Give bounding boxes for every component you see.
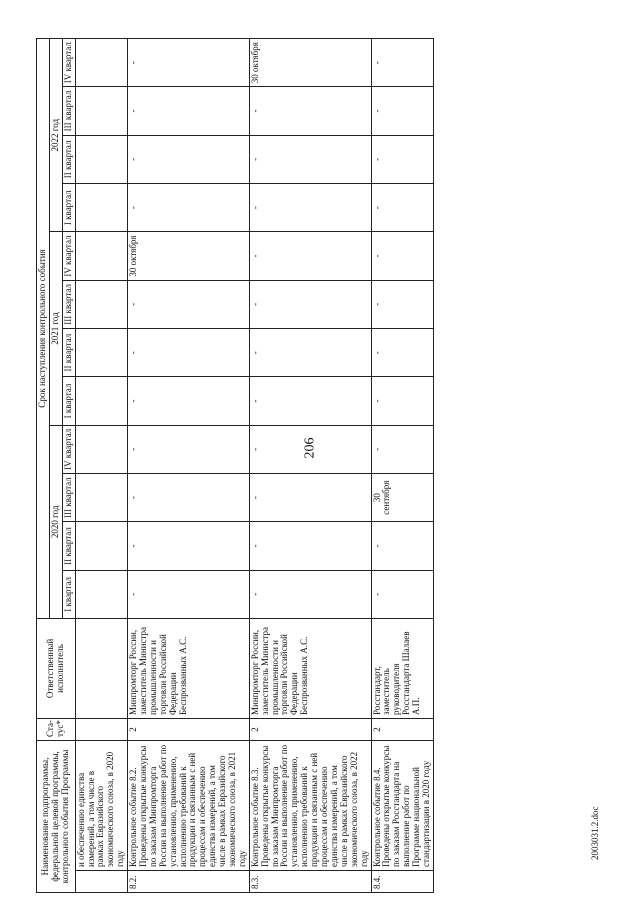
row-quarter-cell: [75, 425, 127, 473]
table-row: [249, 39, 371, 893]
row-quarter-cell: -: [371, 135, 433, 183]
header-quarter: II квартал: [62, 135, 75, 183]
row-quarter-cell: -: [249, 184, 371, 232]
table-row: [371, 39, 433, 893]
row-quarter-cell: [75, 232, 127, 280]
page-number: 206: [302, 437, 318, 459]
row-quarter-cell: -: [371, 87, 433, 135]
header-deadline: Срок наступления контрольного события: [37, 39, 50, 619]
row-quarter-cell: -: [371, 522, 433, 570]
row-number: 8.4.: [371, 871, 433, 893]
header-quarter: IV квартал: [62, 425, 75, 473]
row-quarter-cell: -: [371, 425, 433, 473]
row-quarter-cell: -: [128, 135, 250, 183]
row-quarter-cell: -: [128, 87, 250, 135]
row-quarter-cell: [75, 377, 127, 425]
row-quarter-cell: -: [371, 377, 433, 425]
row-status: 2: [249, 718, 371, 740]
row-quarter-cell: -: [128, 522, 250, 570]
row-quarter-cell: -: [371, 39, 433, 87]
header-quarter: I квартал: [62, 377, 75, 425]
row-quarter-cell: -: [371, 570, 433, 618]
header-name: Наименование подпрограммы, федеральной целевой программы, контрольного события Программы: [37, 740, 76, 892]
row-status: [75, 718, 127, 740]
row-quarter-cell: -: [371, 280, 433, 328]
row-number: [75, 871, 127, 893]
row-quarter-cell: -: [128, 474, 250, 522]
header-quarter: IV квартал: [62, 39, 75, 87]
row-quarter-cell: -: [249, 522, 371, 570]
row-quarter-cell: [75, 522, 127, 570]
header-quarter: II квартал: [62, 329, 75, 377]
header-year-2021: 2021 год: [49, 232, 62, 425]
row-quarter-cell: [75, 135, 127, 183]
row-quarter-cell: [75, 184, 127, 232]
row-responsible: Росстандарт, заместитель руководителя Росстандарта Шалаев А.П.: [371, 618, 433, 718]
control-events-table: [36, 38, 434, 893]
row-quarter-cell: -: [249, 232, 371, 280]
row-quarter-cell: [75, 570, 127, 618]
row-quarter-cell: -: [128, 39, 250, 87]
header-quarter: I квартал: [62, 184, 75, 232]
row-responsible: Минпромторг России, заместитель Министра промышленности и торговли Российской Федерации Беспрозванных А.С.: [128, 618, 250, 718]
row-quarter-cell: -: [249, 135, 371, 183]
row-quarter-cell: -: [249, 280, 371, 328]
row-status: 2: [128, 718, 250, 740]
header-quarter: IV квартал: [62, 232, 75, 280]
header-quarter: I квартал: [62, 570, 75, 618]
header-quarter: II квартал: [62, 522, 75, 570]
row-quarter-cell: -: [249, 377, 371, 425]
row-quarter-cell: -: [128, 425, 250, 473]
header-responsible: Ответственный исполнитель: [37, 618, 76, 718]
table-body: [75, 39, 433, 893]
header-status: Ста-тус*: [37, 718, 76, 740]
row-quarter-cell: [75, 87, 127, 135]
table-row: [75, 39, 127, 893]
row-quarter-cell: 30 сентября: [371, 474, 433, 522]
row-responsible: [75, 618, 127, 718]
row-quarter-cell: [75, 280, 127, 328]
row-number: 8.3.: [249, 871, 371, 893]
row-quarter-cell: -: [128, 329, 250, 377]
row-quarter-cell: -: [249, 570, 371, 618]
row-name: и обеспечению единства измерений, а том числе в рамках Евразийского экономического союза, в 2020 году: [75, 740, 127, 870]
row-quarter-cell: 30 октября: [128, 232, 250, 280]
row-quarter-cell: -: [128, 570, 250, 618]
table-row: [128, 39, 250, 893]
header-quarter: III квартал: [62, 474, 75, 522]
row-quarter-cell: -: [371, 329, 433, 377]
row-responsible: Минпромторг России, заместитель Министра промышленности и торговли Российской Федерации Беспрозванных А.С.: [249, 618, 371, 718]
row-quarter-cell: -: [371, 184, 433, 232]
header-year-2022: 2022 год: [49, 39, 62, 232]
row-name: Контрольное событие 8.3. Проведены открытые конкурсы по заказам Минпромторга России на выполнение работ по установлению, применению, исполнению требований к продукции и связанным с ней процессам и обеспечению единства измерений, а том числе в рамках Евразийского экономического союза, в 2022 году: [249, 740, 371, 870]
row-quarter-cell: -: [371, 232, 433, 280]
row-name: Контрольное событие 8.4. Проведены открытые конкурсы по заказам Росстандарта на выполнение работ по Программе национальной стандартизации в 2020 году: [371, 740, 433, 870]
row-number: 8.2.: [128, 871, 250, 893]
row-name: Контрольное событие 8.2. Проведены открытые конкурсы по заказам Минпромторга России на выполнение работ по установлению, применению, исполнению требований к продукции и связанным с ней процессам и обеспечению единства измерений, а том числе в рамках Евразийского экономического союза, в 2021 году: [128, 740, 250, 870]
row-quarter-cell: -: [249, 474, 371, 522]
row-quarter-cell: -: [249, 329, 371, 377]
header-quarter: III квартал: [62, 87, 75, 135]
row-quarter-cell: -: [128, 377, 250, 425]
header-quarter: III квартал: [62, 280, 75, 328]
row-quarter-cell: -: [249, 87, 371, 135]
header-year-2020: 2020 год: [49, 425, 62, 618]
row-status: 2: [371, 718, 433, 740]
row-quarter-cell: -: [249, 425, 371, 473]
row-quarter-cell: [75, 329, 127, 377]
row-quarter-cell: -: [128, 280, 250, 328]
row-quarter-cell: [75, 39, 127, 87]
document-id: 2003031.2.doc: [590, 806, 600, 860]
row-quarter-cell: 30 октября: [249, 39, 371, 87]
row-quarter-cell: [75, 474, 127, 522]
row-quarter-cell: -: [128, 184, 250, 232]
